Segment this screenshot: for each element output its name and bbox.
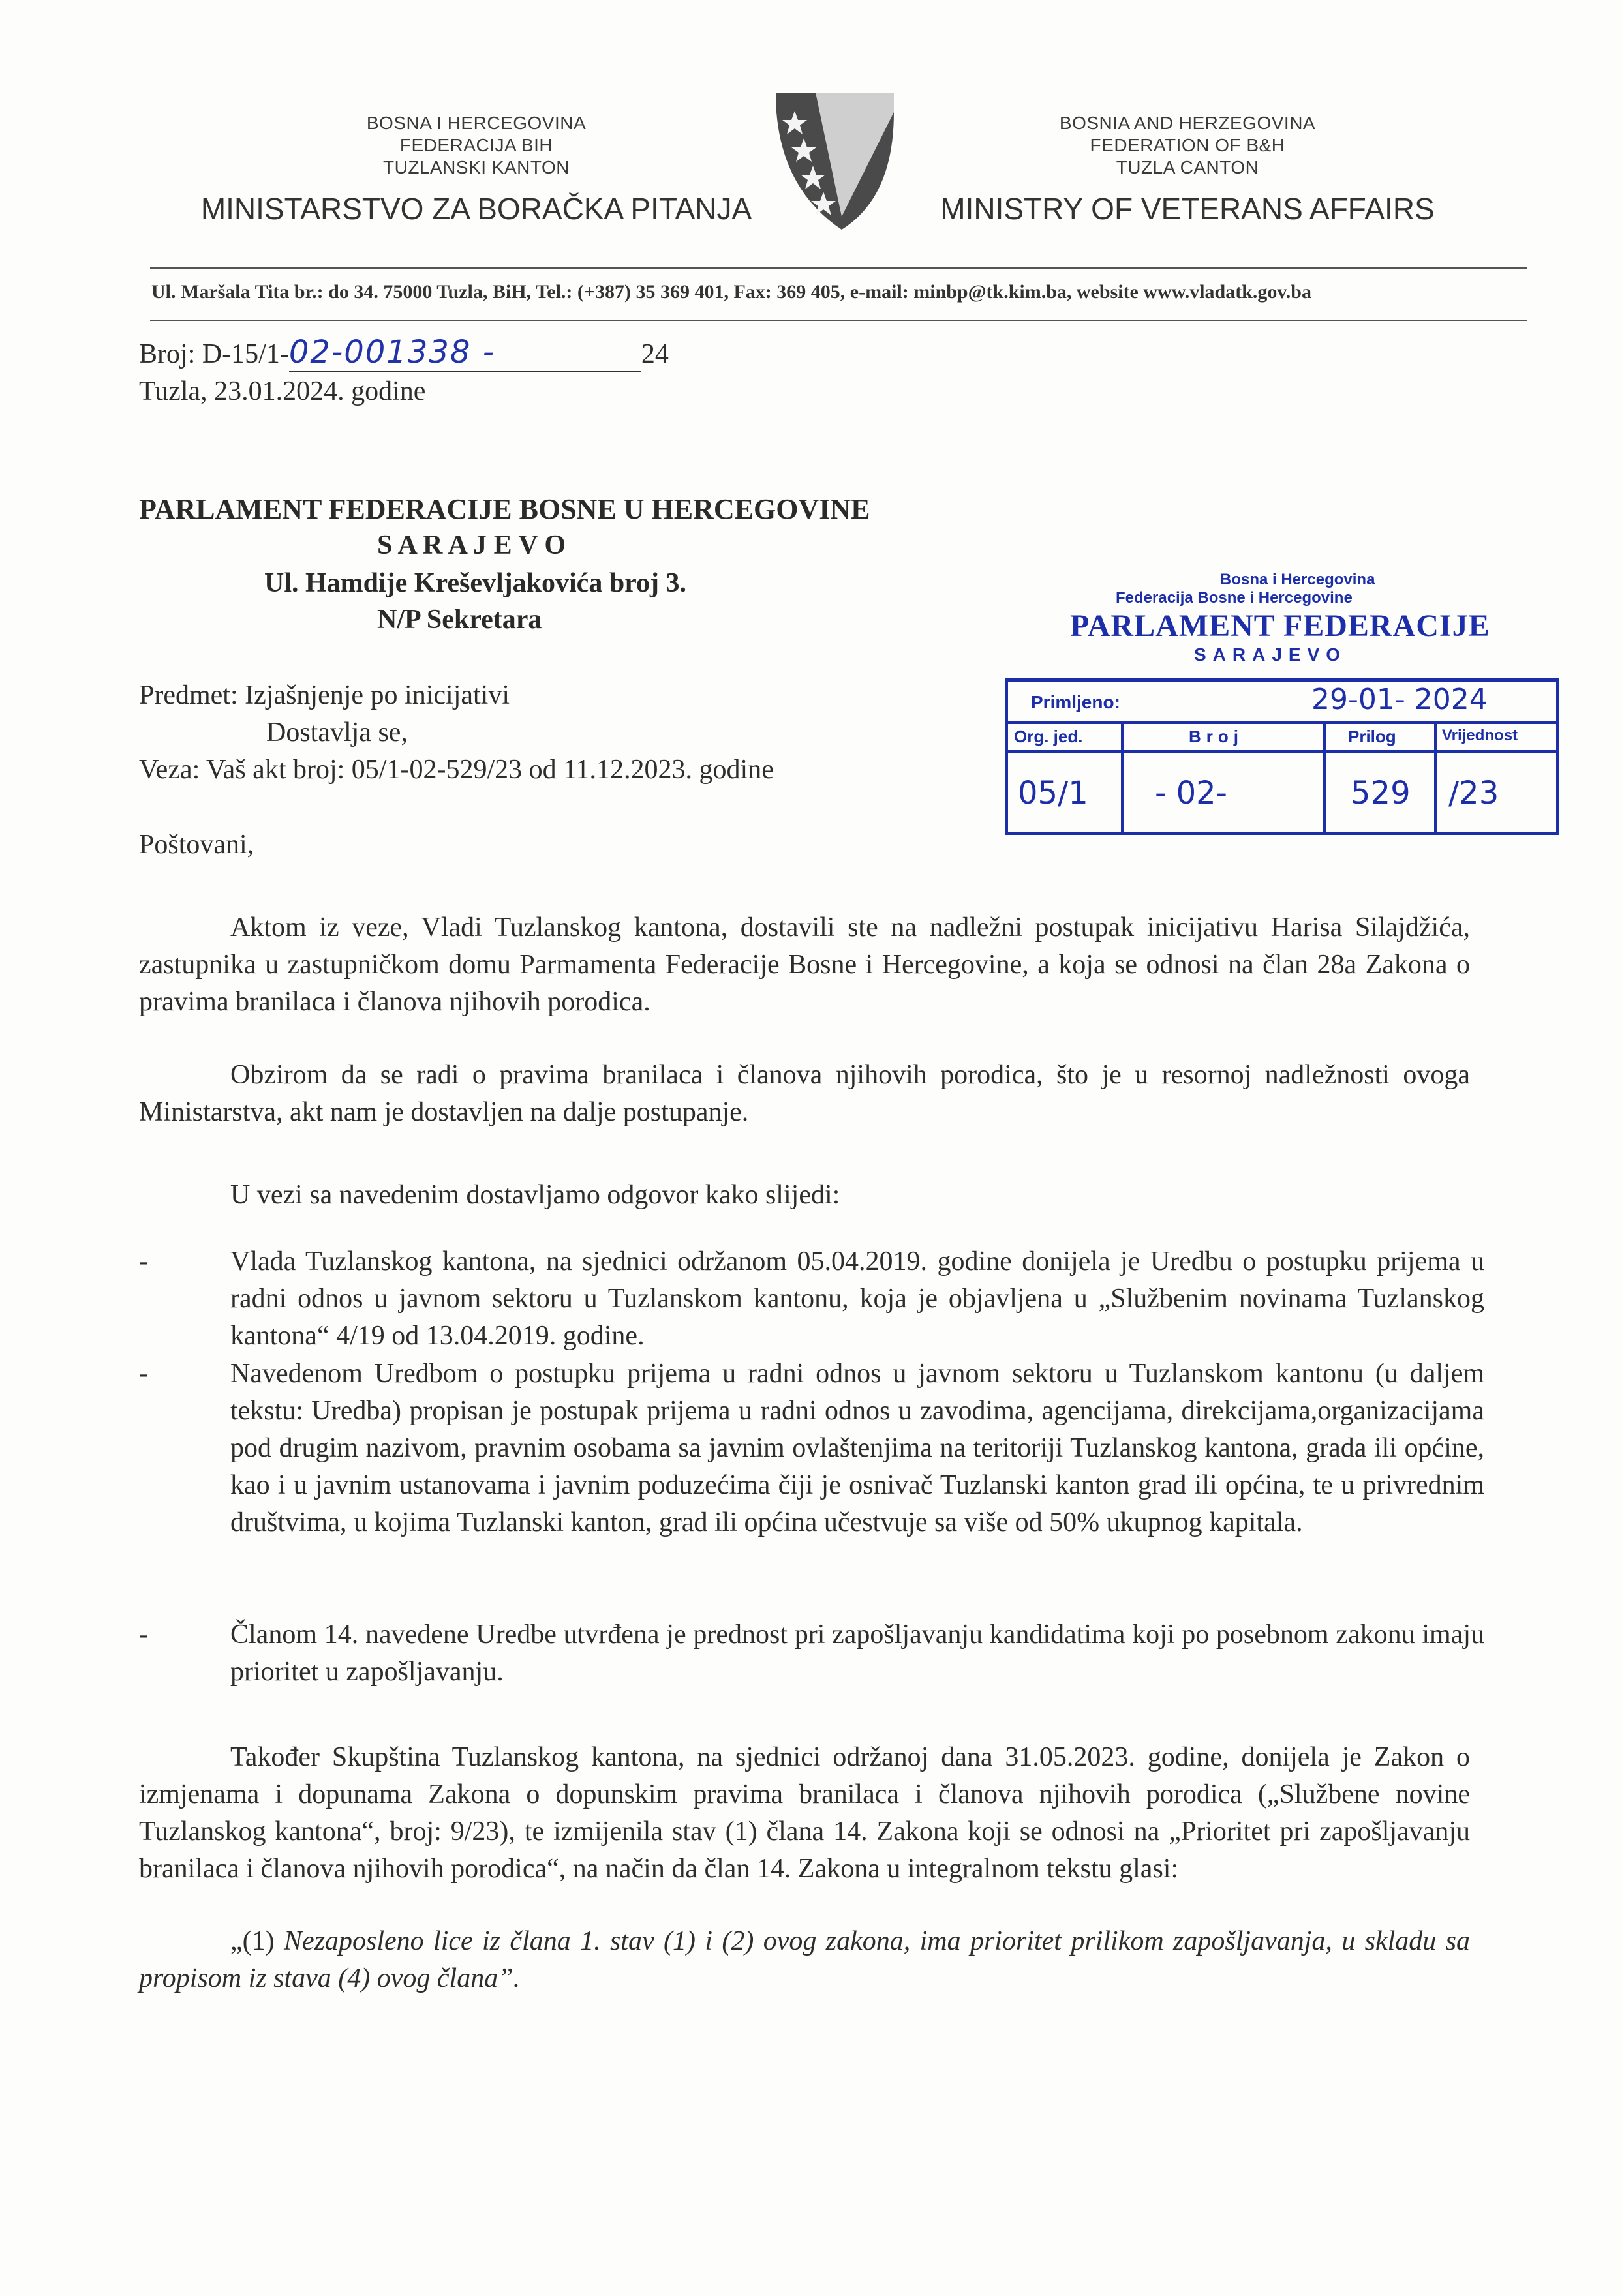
header-divider-bottom bbox=[150, 320, 1527, 321]
stamp-cell-header-3 bbox=[1326, 724, 1437, 753]
header-right-line2: FEDERATION OF B&H bbox=[1090, 135, 1285, 155]
paragraph-1: Aktom iz veze, Vladi Tuzlanskog kantona, dostavili ste na nadležni postupak inicijativu Harisa Silajdžića, zastupnika u zastupničkom domu Parmamenta Federacije Bosne i Hercegovine, a koja se odnosi na član 28a Zakona o pravima branilaca i članova njihovih porodica. bbox=[139, 913, 1470, 1017]
header-divider-top bbox=[150, 267, 1527, 269]
stamp-vline-1 bbox=[1121, 753, 1124, 832]
subject-veza: Veza: Vaš akt broj: 05/1-02-529/23 od 11.12.2023. godine bbox=[139, 755, 774, 785]
reference-number-handwritten: 02-001338 - bbox=[289, 334, 641, 372]
quote-text: Nezaposleno lice iz člana 1. stav (1) i (2) ovog zakona, ima prioritet prilikom zapošljavanja, u skladu sa propisom iz stava (4) ovog člana bbox=[139, 1926, 1470, 1993]
paragraph-4: Također Skupština Tuzlanskog kantona, na sjednici održanoj dana 31.05.2023. godine, donijela je Zakon o izmjenama i dopunama Zakona o dopunskim pravima branilaca i članova njihovih porodica („Službene novine Tuzlanskog kantona“, broj: 9/23), te izmijenila stav (1) člana 14. Zakona koji se odnosi na „Prioritet pri zapošljavanju branilaca i članova njihovih porodica“, na način da član 14. Zakona u integralnom tekstu glasi: bbox=[139, 1742, 1470, 1884]
subject-predmet: Predmet: Izjašnjenje po inicijativi bbox=[139, 680, 510, 710]
reference-number bbox=[139, 334, 726, 373]
stamp-col-org: Org. jed. bbox=[1014, 727, 1083, 746]
place-date: Tuzla, 23.01.2024. godine bbox=[139, 376, 426, 406]
stamp-vline-3 bbox=[1434, 753, 1437, 832]
header-left-line3: TUZLANSKI KANTON bbox=[383, 157, 570, 177]
header-right-line1: BOSNIA AND HERZEGOVINA bbox=[1059, 113, 1316, 133]
stamp-cell-header-1 bbox=[1006, 724, 1124, 753]
bullet-dash: - bbox=[139, 1620, 148, 1650]
stamp-received-label: Primljeno: bbox=[1031, 692, 1120, 712]
stamp-line4: SARAJEVO bbox=[1194, 644, 1347, 665]
greeting: Poštovani, bbox=[139, 830, 254, 860]
paragraph-2: Obzirom da se radi o pravima branilaca i članova njihovih porodica, što je u resornoj nadležnosti ovoga Ministarstva, akt nam je dostavljen na dalje postupanje. bbox=[139, 1060, 1470, 1127]
stamp-col-broj: Broj bbox=[1189, 727, 1244, 746]
paragraph-3: U vezi sa navedenim dostavljamo odgovor kako slijedi: bbox=[230, 1180, 840, 1210]
quote-prefix: „(1) bbox=[230, 1926, 284, 1956]
recipient-line3: Ul. Hamdije Kreševljakovića broj 3. bbox=[264, 568, 687, 598]
header-right-line3: TUZLA CANTON bbox=[1116, 157, 1259, 177]
header-right-title: MINISTRY OF VETERANS AFFAIRS bbox=[940, 192, 1435, 226]
bullet-dash: - bbox=[139, 1359, 148, 1389]
coat-of-arms-icon bbox=[770, 86, 900, 236]
subject-dostavlja: Dostavlja se, bbox=[266, 718, 408, 748]
stamp-received-date: 29-01- 2024 bbox=[1311, 683, 1488, 716]
recipient-line2: S A R A J E V O bbox=[377, 530, 566, 560]
header-left-title: MINISTARSTVO ZA BORAČKA PITANJA bbox=[200, 192, 752, 226]
stamp-col-prilog: Prilog bbox=[1348, 727, 1396, 746]
stamp-cell-header-2 bbox=[1124, 724, 1326, 753]
stamp-line3: PARLAMENT FEDERACIJE bbox=[1070, 609, 1490, 643]
quote-suffix: ”. bbox=[498, 1963, 521, 1993]
bullet-dash: - bbox=[139, 1246, 148, 1276]
list-item-text: Navedenom Uredbom o postupku prijema u radni odnos u javnom sektoru u Tuzlanskom kantonu (u daljem tekstu: Uredba) propisan je postupak prijema u radni odnos u zavodima, agencijama, direkcijama,organizacijama pod drugim nazivom, pravnim osobama sa javnim ovlaštenjima na teritoriji Tuzlanskog kantona, grada ili općine, kao i u javnim ustanovama i javnim poduzećima čiji je osnivač Tuzlanski kanton grad ili općina, te u privrednim društvima, u kojima Tuzlanski kanton, grad ili općina učestvuje sa više od 50% ukupnog kapitala. bbox=[230, 1359, 1484, 1537]
stamp-vline-2 bbox=[1323, 753, 1326, 832]
stamp-value-broj: - 02- bbox=[1155, 775, 1227, 811]
header-left-line1: BOSNA I HERCEGOVINA bbox=[366, 113, 587, 133]
reference-number-suffix: 24 bbox=[641, 339, 669, 369]
header-left-line2: FEDERACIJA BIH bbox=[399, 135, 553, 155]
stamp-value-vrijednost: /23 bbox=[1448, 775, 1499, 811]
list-item-text: Vlada Tuzlanskog kantona, na sjednici održanom 05.04.2019. godine donijela je Uredbu o postupku prijema u radni odnos u javnom sektoru u Tuzlanskom kantonu, koja je objavljena u „Službenim novinama Tuzlanskog kantona“ 4/19 od 13.04.2019. godine. bbox=[230, 1246, 1484, 1351]
stamp-value-prilog: 529 bbox=[1351, 775, 1411, 811]
reference-number-label: Broj: D-15/1- bbox=[139, 339, 289, 369]
stamp-line1: Bosna i Hercegovina bbox=[1220, 571, 1375, 588]
recipient-line4: N/P Sekretara bbox=[377, 605, 542, 635]
header-contact: Ul. Maršala Tita br.: do 34. 75000 Tuzla, BiH, Tel.: (+387) 35 369 401, Fax: 369 405, e-mail: minbp@tk.kim.ba, website www.vladatk.gov.ba bbox=[151, 281, 1311, 303]
stamp-line2: Federacija Bosne i Hercegovine bbox=[1116, 589, 1353, 607]
received-stamp bbox=[998, 567, 1572, 854]
stamp-col-vrijednost: Vrijednost bbox=[1442, 727, 1518, 744]
quote-block bbox=[139, 1923, 1470, 1997]
recipient-line1: PARLAMENT FEDERACIJE BOSNE U HERCEGOVINE bbox=[139, 493, 870, 525]
stamp-value-org: 05/1 bbox=[1018, 775, 1088, 811]
stamp-cell-header-4 bbox=[1437, 724, 1558, 753]
list-item-text: Članom 14. navedene Uredbe utvrđena je prednost pri zapošljavanju kandidatima koji po posebnom zakonu imaju prioritet u zapošljavanju. bbox=[230, 1620, 1484, 1687]
